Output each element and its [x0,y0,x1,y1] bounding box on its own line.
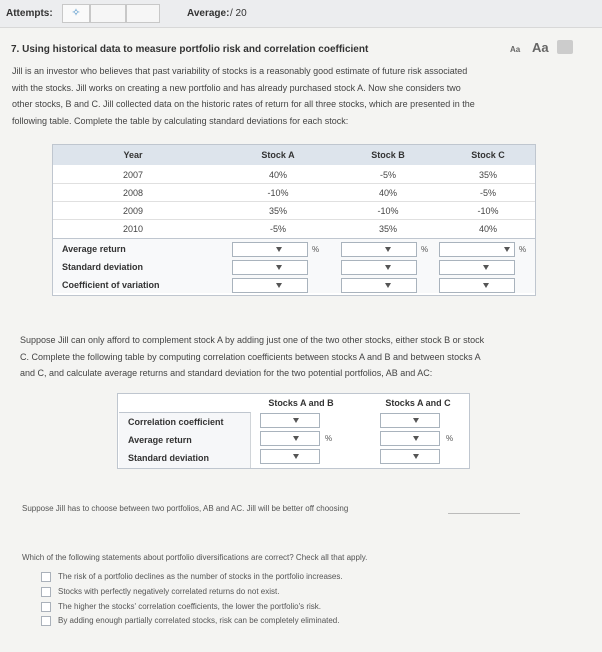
stock-b-coefficient-of-variation-dropdown[interactable] [341,278,417,293]
cell-stock-b: -10% [377,206,399,216]
question-title: 7. Using historical data to measure portfolio risk and correlation coefficient [11,44,369,55]
stock-c-average-return-dropdown[interactable] [439,242,515,257]
returns-table [52,144,536,296]
percent-label: % [325,434,333,443]
option-checkbox-3[interactable] [41,602,51,612]
attempt-box-2 [126,4,160,23]
row-label-standard-deviation: Standard deviation [62,262,144,272]
cell-year: 2009 [122,206,144,216]
ac-standard-deviation-dropdown[interactable] [380,449,440,464]
cell-stock-b: 40% [378,188,397,198]
option-label-2: Stocks with perfectly negatively correlated returns do not exist. [58,587,280,596]
attempt-spinner-icon: ✧ [62,4,90,23]
ab-correlation-coefficient-dropdown[interactable] [260,413,320,428]
font-size-small-button[interactable]: Aa [510,45,521,54]
cell-year: 2008 [122,188,144,198]
stock-c-standard-deviation-dropdown[interactable] [439,260,515,275]
percent-label: % [312,245,320,254]
cell-stock-c: 40% [478,224,497,234]
choose-portfolio-text: Suppose Jill has to choose between two portfolios, AB and AC. Jill will be better off choosing [22,504,349,513]
font-size-large-button[interactable]: Aa [532,40,549,55]
header-year: Year [123,150,143,160]
option-checkbox-2[interactable] [41,587,51,597]
cell-stock-a: -10% [267,188,289,198]
row-label-average-return: Average return [62,244,126,254]
cell-stock-c: -5% [479,188,496,198]
intro-line: Jill is an investor who believes that past variability of stocks is a reasonably good estimate of future risk associated [12,66,468,76]
option-checkbox-1[interactable] [41,572,51,582]
attempt-box-1 [90,4,126,23]
returns-table-header [53,145,535,165]
option-checkbox-4[interactable] [41,616,51,626]
intro-line: other stocks, B and C. Jill collected data on the historic rates of return for all three stocks, which are presented in the [12,99,475,109]
ab-standard-deviation-dropdown[interactable] [260,449,320,464]
header-stock-c: Stock C [471,150,505,160]
stock-a-standard-deviation-dropdown[interactable] [232,260,308,275]
attempts-label: Attempts: [6,8,53,19]
diversification-question: Which of the following statements about portfolio diversifications are correct? Check all that apply. [22,553,368,562]
header-stocks-a-and-c: Stocks A and C [385,398,451,408]
option-label-3: The higher the stocks' correlation coefficients, the lower the portfolio's risk. [58,602,322,611]
portfolio-line: and C, and calculate average returns and standard deviation for the two potential portfolios, AB and AC: [20,368,433,378]
percent-label: % [421,245,429,254]
row-label-average-return: Average return [128,435,192,445]
portfolio-paragraph [20,332,580,382]
header-stocks-a-and-b: Stocks A and B [268,398,334,408]
cell-year: 2010 [122,224,144,234]
cell-year: 2007 [122,170,144,180]
cell-stock-c: 35% [478,170,497,180]
stock-c-coefficient-of-variation-dropdown[interactable] [439,278,515,293]
average-label: Average: [187,8,230,19]
portfolio-table [117,393,470,469]
percent-label: % [519,245,527,254]
cell-stock-b: -5% [379,170,396,180]
option-label-4: By adding enough partially correlated stocks, risk can be completely eliminated. [58,616,340,625]
portfolio-line: Suppose Jill can only afford to complement stock A by adding just one of the two other stocks, either stock B or stock [20,335,485,345]
ab-average-return-dropdown[interactable] [260,431,320,446]
intro-paragraph [12,63,582,129]
cell-stock-c: -10% [477,206,499,216]
portfolio-table-header [118,394,469,412]
cell-stock-b: 35% [378,224,397,234]
stock-b-average-return-dropdown[interactable] [341,242,417,257]
header-stock-b: Stock B [371,150,405,160]
attempts-bar [0,0,602,28]
portfolio-row-labels [119,412,251,468]
row-label-coefficient-of-variation: Coefficient of variation [62,280,160,290]
ac-average-return-dropdown[interactable] [380,431,440,446]
intro-line: following table. Complete the table by calculating standard deviations for each stock: [12,115,349,126]
print-icon[interactable] [557,40,573,54]
stock-b-standard-deviation-dropdown[interactable] [341,260,417,275]
average-value: / 20 [230,8,247,19]
portfolio-line: C. Complete the following table by computing correlation coefficients between stocks A and B and between stocks A [20,351,481,362]
intro-line: with the stocks. Jill works on creating a new portfolio and has already purchased stock A. Now she considers two [12,82,461,93]
option-label-1: The risk of a portfolio declines as the number of stocks in the portfolio increases. [58,572,343,581]
choose-portfolio-dropdown[interactable] [448,513,520,514]
stock-a-average-return-dropdown[interactable] [232,242,308,257]
cell-stock-a: -5% [269,224,286,234]
row-label-correlation-coefficient: Correlation coefficient [128,417,224,427]
stock-a-coefficient-of-variation-dropdown[interactable] [232,278,308,293]
ac-correlation-coefficient-dropdown[interactable] [380,413,440,428]
header-stock-a: Stock A [261,150,295,160]
row-label-standard-deviation: Standard deviation [128,453,210,463]
cell-stock-a: 40% [268,170,287,180]
percent-label: % [446,434,454,443]
cell-stock-a: 35% [268,206,287,216]
